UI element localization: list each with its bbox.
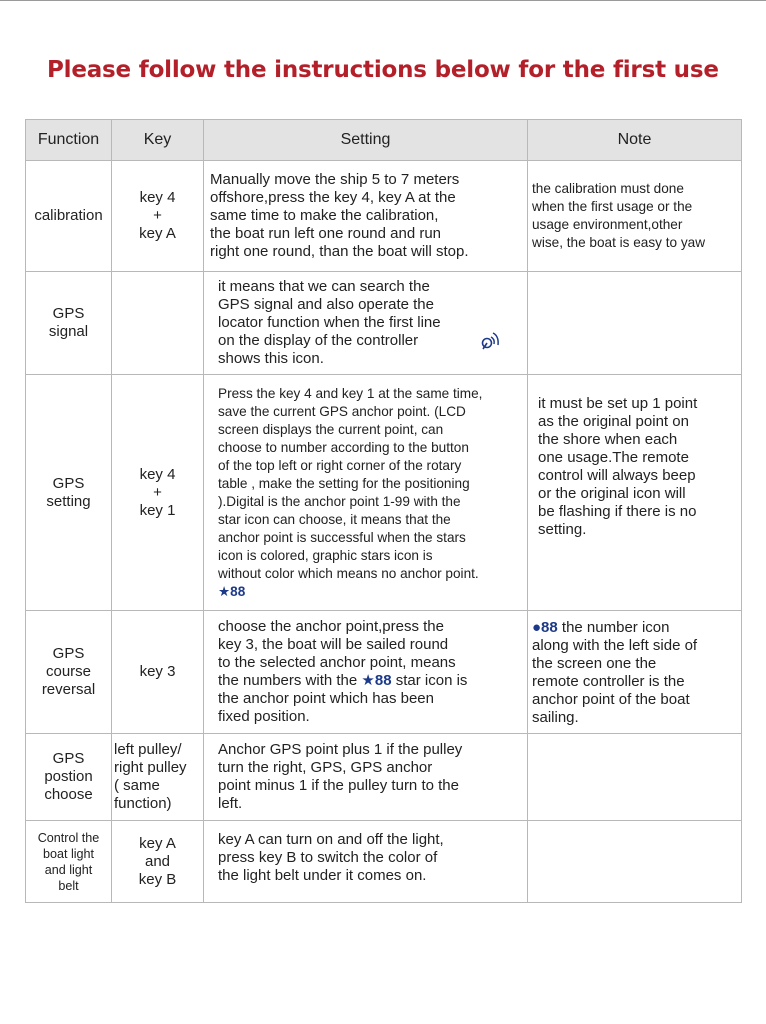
setting-text: the boat run left one round and run [210, 225, 442, 242]
table-row-gps-setting [26, 375, 742, 611]
page-title: Please follow the instructions below for the first use [47, 57, 719, 83]
key-text: + [153, 483, 162, 501]
setting-text: of the top left or right corner of the rotary [218, 457, 462, 473]
cell-key [112, 272, 204, 375]
table-row-calibration [26, 161, 742, 272]
key-text: and [144, 852, 171, 870]
top-divider [0, 0, 766, 1]
key-text: ( same [114, 777, 160, 794]
function-text: and light [44, 862, 93, 877]
function-text: GPS [52, 474, 85, 492]
table-row-gps-position-choose [26, 734, 742, 821]
setting-text: star icon is [395, 672, 468, 689]
setting-text: Anchor GPS point plus 1 if the pulley [218, 741, 463, 758]
setting-text: ).Digital is the anchor point 1-99 with the [218, 493, 461, 509]
setting-text: shows this icon. [218, 350, 324, 367]
setting-text: same time to make the calibration, [210, 207, 439, 224]
setting-text: left. [218, 795, 243, 812]
note-text: it must be set up 1 point [538, 395, 698, 412]
star-icon: ★88 [218, 583, 246, 599]
setting-text: anchor point is successful when the stars [218, 529, 466, 545]
cell-function [26, 272, 112, 375]
note-text: or the original icon will [538, 485, 686, 502]
setting-text: table , make the setting for the positioning [218, 475, 470, 491]
function-text: GPS [52, 750, 85, 767]
setting-line-with-icon [218, 332, 523, 350]
cell-setting [204, 611, 528, 734]
cell-key [112, 375, 204, 611]
cell-function [26, 611, 112, 734]
key-text: + [153, 207, 162, 224]
setting-text: icon is colored, graphic stars icon is [218, 547, 433, 563]
setting-text: it means that we can search the [218, 278, 430, 295]
cell-key [112, 161, 204, 272]
note-text: along with the left side of [532, 637, 698, 654]
table-row-boat-light [26, 821, 742, 903]
gps-signal-icon [478, 330, 500, 352]
setting-text: Manually move the ship 5 to 7 meters [210, 171, 460, 188]
setting-text: the anchor point which has been [218, 690, 434, 707]
note-text: remote controller is the [532, 673, 685, 690]
setting-text: star icon can choose, it means that the [218, 511, 451, 527]
function-text: signal [48, 323, 89, 340]
function-text: setting [46, 492, 91, 510]
note-text: when the first usage or the [532, 199, 693, 214]
setting-text: the numbers with the [218, 672, 358, 689]
cell-setting [204, 272, 528, 375]
function-text: postion [44, 768, 93, 785]
function-text: reversal [41, 681, 96, 698]
key-text: left pulley/ [114, 741, 182, 758]
header-key: Key [112, 120, 204, 161]
function-text: GPS [52, 645, 85, 662]
key-text: key A [139, 225, 176, 242]
setting-text: on the display of the controller [218, 332, 419, 349]
setting-text: Press the key 4 and key 1 at the same time, [218, 385, 483, 401]
cell-setting [204, 375, 528, 611]
note-text: sailing. [532, 709, 579, 726]
setting-text: key 3, the boat will be sailed round [218, 636, 449, 653]
key-text: key 1 [139, 501, 176, 519]
setting-text: choose the anchor point,press the [218, 618, 444, 635]
function-text: Control the [37, 830, 100, 845]
setting-text: key A can turn on and off the light, [218, 831, 444, 848]
setting-text: locator function when the first line [218, 314, 441, 331]
setting-text: point minus 1 if the pulley turn to the [218, 777, 459, 794]
setting-text: without color which means no anchor point. [218, 565, 479, 581]
setting-text: right one round, than the boat will stop. [210, 243, 469, 260]
function-text: calibration [34, 207, 103, 224]
setting-text: turn the right, GPS, GPS anchor [218, 759, 433, 776]
key-text: key 3 [139, 663, 176, 680]
note-text: the shore when each [538, 431, 678, 448]
table-row-gps-signal [26, 272, 742, 375]
table-header-row [26, 120, 742, 161]
cell-note [528, 611, 742, 734]
note-line-with-icon [532, 619, 738, 637]
cell-note [528, 734, 742, 821]
cell-note [528, 375, 742, 611]
note-text: control will always beep [538, 467, 696, 484]
setting-text: offshore,press the key 4, key A at the [210, 189, 456, 206]
note-text: anchor point of the boat [532, 691, 690, 708]
dot-icon: ●88 [532, 619, 558, 636]
setting-text: screen displays the current point, can [218, 421, 444, 437]
key-text: function) [114, 795, 172, 812]
cell-key [112, 734, 204, 821]
cell-setting [204, 821, 528, 903]
setting-text: fixed position. [218, 708, 310, 725]
cell-function [26, 161, 112, 272]
function-text: belt [58, 878, 79, 893]
setting-line-with-icon [218, 672, 523, 690]
table-row-gps-course-reversal [26, 611, 742, 734]
key-text: key B [138, 870, 177, 888]
cell-note [528, 821, 742, 903]
note-text: be flashing if there is no [538, 503, 697, 520]
note-text: wise, the boat is easy to yaw [532, 235, 706, 250]
cell-setting [204, 734, 528, 821]
header-function: Function [26, 120, 112, 161]
function-text: boat light [42, 846, 95, 861]
note-text: the screen one the [532, 655, 657, 672]
note-text: the calibration must done [532, 181, 684, 196]
key-text: key A [139, 834, 176, 852]
note-text: usage environment,other [532, 217, 683, 232]
function-text: choose [44, 786, 93, 803]
cell-function [26, 375, 112, 611]
cell-note [528, 272, 742, 375]
setting-text: GPS signal and also operate the [218, 296, 434, 313]
key-text: key 4 [139, 465, 176, 483]
function-text: GPS [52, 305, 85, 322]
note-text: as the original point on [538, 413, 689, 430]
note-text: the number icon [557, 619, 670, 636]
setting-text: to the selected anchor point, means [218, 654, 456, 671]
setting-text: the light belt under it comes on. [218, 867, 427, 884]
note-text: one usage.The remote [538, 449, 689, 466]
cell-function [26, 821, 112, 903]
star-icon: ★88 [361, 672, 392, 689]
cell-key [112, 611, 204, 734]
key-text: right pulley [114, 759, 187, 776]
setting-text: save the current GPS anchor point. (LCD [218, 403, 466, 419]
cell-setting [204, 161, 528, 272]
cell-note [528, 161, 742, 272]
cell-function [26, 734, 112, 821]
function-text: course [45, 663, 92, 680]
header-setting: Setting [204, 120, 528, 161]
key-text: key 4 [139, 189, 176, 206]
setting-text: press key B to switch the color of [218, 849, 438, 866]
cell-key [112, 821, 204, 903]
setting-text: choose to number according to the button [218, 439, 469, 455]
header-note: Note [528, 120, 742, 161]
instructions-table [25, 119, 742, 903]
note-text: setting. [538, 521, 587, 538]
